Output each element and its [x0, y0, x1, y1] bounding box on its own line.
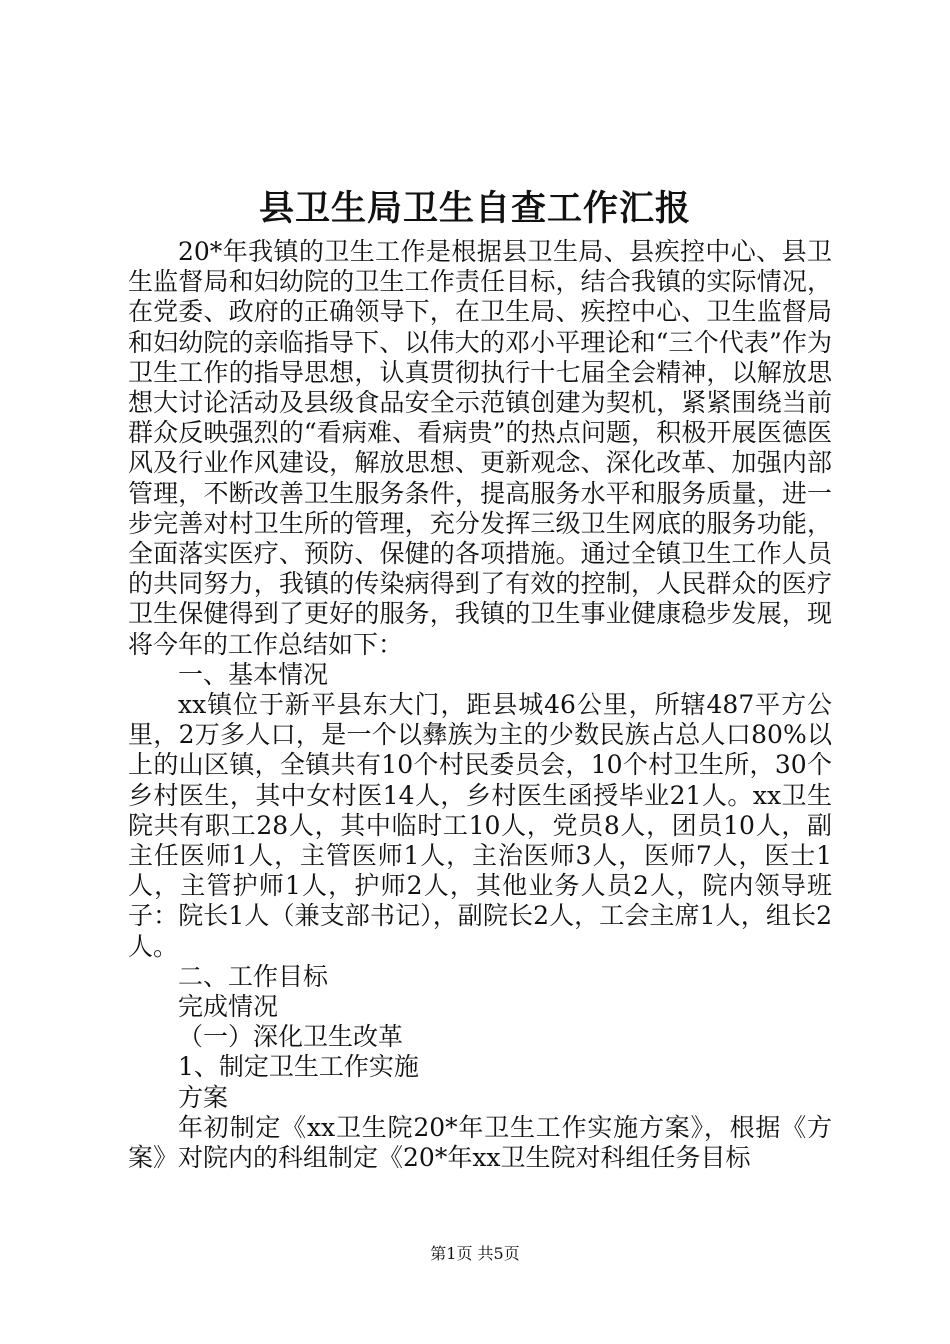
basic-info-paragraph: xx镇位于新平县东大门，距县城46公里，所辖487平方公里，2万多人口，是一个以彝族为主的少数民族占总人口80%以上的山区镇，全镇共有10个村民委员会，10个村卫生所，30个乡村医生，其中女村医14人，乡村医生函授毕业21人。xx卫生院共有职工28人，其中临时工10人，党员8人，团员10人，副主任医师1人，主管医师1人，主治医师3人，医师7人，医士1人，主管护师1人，护师2人，其他业务人员2人，院内领导班子：院长1人（兼支部书记），副院长2人，工会主席1人，组长2人。	[128, 690, 832, 961]
document-body	[128, 237, 832, 1173]
section-heading-basic-info: 一、基本情况	[178, 659, 329, 689]
item-heading-plan: 1、制定卫生工作实施	[178, 1052, 419, 1082]
document-title: 县卫生局卫生自查工作汇报	[258, 188, 691, 229]
section-heading-work-goals: 二、工作目标	[178, 961, 329, 991]
section-heading-completion: 完成情况	[178, 992, 279, 1022]
item-heading-plan-cont: 方案	[178, 1082, 229, 1112]
plan-paragraph: 年初制定《xx卫生院20*年卫生工作实施方案》，根据《方案》对院内的科组制定《20*年xx卫生院对科组任务目标	[128, 1112, 832, 1173]
subsection-heading-reform: （一）深化卫生改革	[178, 1022, 404, 1052]
page-number-footer: 第1页 共5页	[430, 1244, 520, 1263]
intro-paragraph: 20*年我镇的卫生工作是根据县卫生局、县疾控中心、县卫生监督局和妇幼院的卫生工作责任目标，结合我镇的实际情况，在党委、政府的正确领导下，在卫生局、疾控中心、卫生监督局和妇幼院的亲临指导下、以伟大的邓小平理论和“三个代表”作为卫生工作的指导思想，认真贯彻执行十七届全会精神，以解放思想大讨论活动及县级食品安全示范镇创建为契机，紧紧围绕当前群众反映强烈的“看病难、看病贵”的热点问题，积极开展医德医风及行业作风建设，解放思想、更新观念、深化改革、加强内部管理，不断改善卫生服务条件，提高服务水平和服务质量，进一步完善对村卫生所的管理，充分发挥三级卫生网底的服务功能，全面落实医疗、预防、保健的各项措施。通过全镇卫生工作人员的共同努力，我镇的传染病得到了有效的控制，人民群众的医疗卫生保健得到了更好的服务，我镇的卫生事业健康稳步发展，现将今年的工作总结如下：	[128, 237, 832, 659]
